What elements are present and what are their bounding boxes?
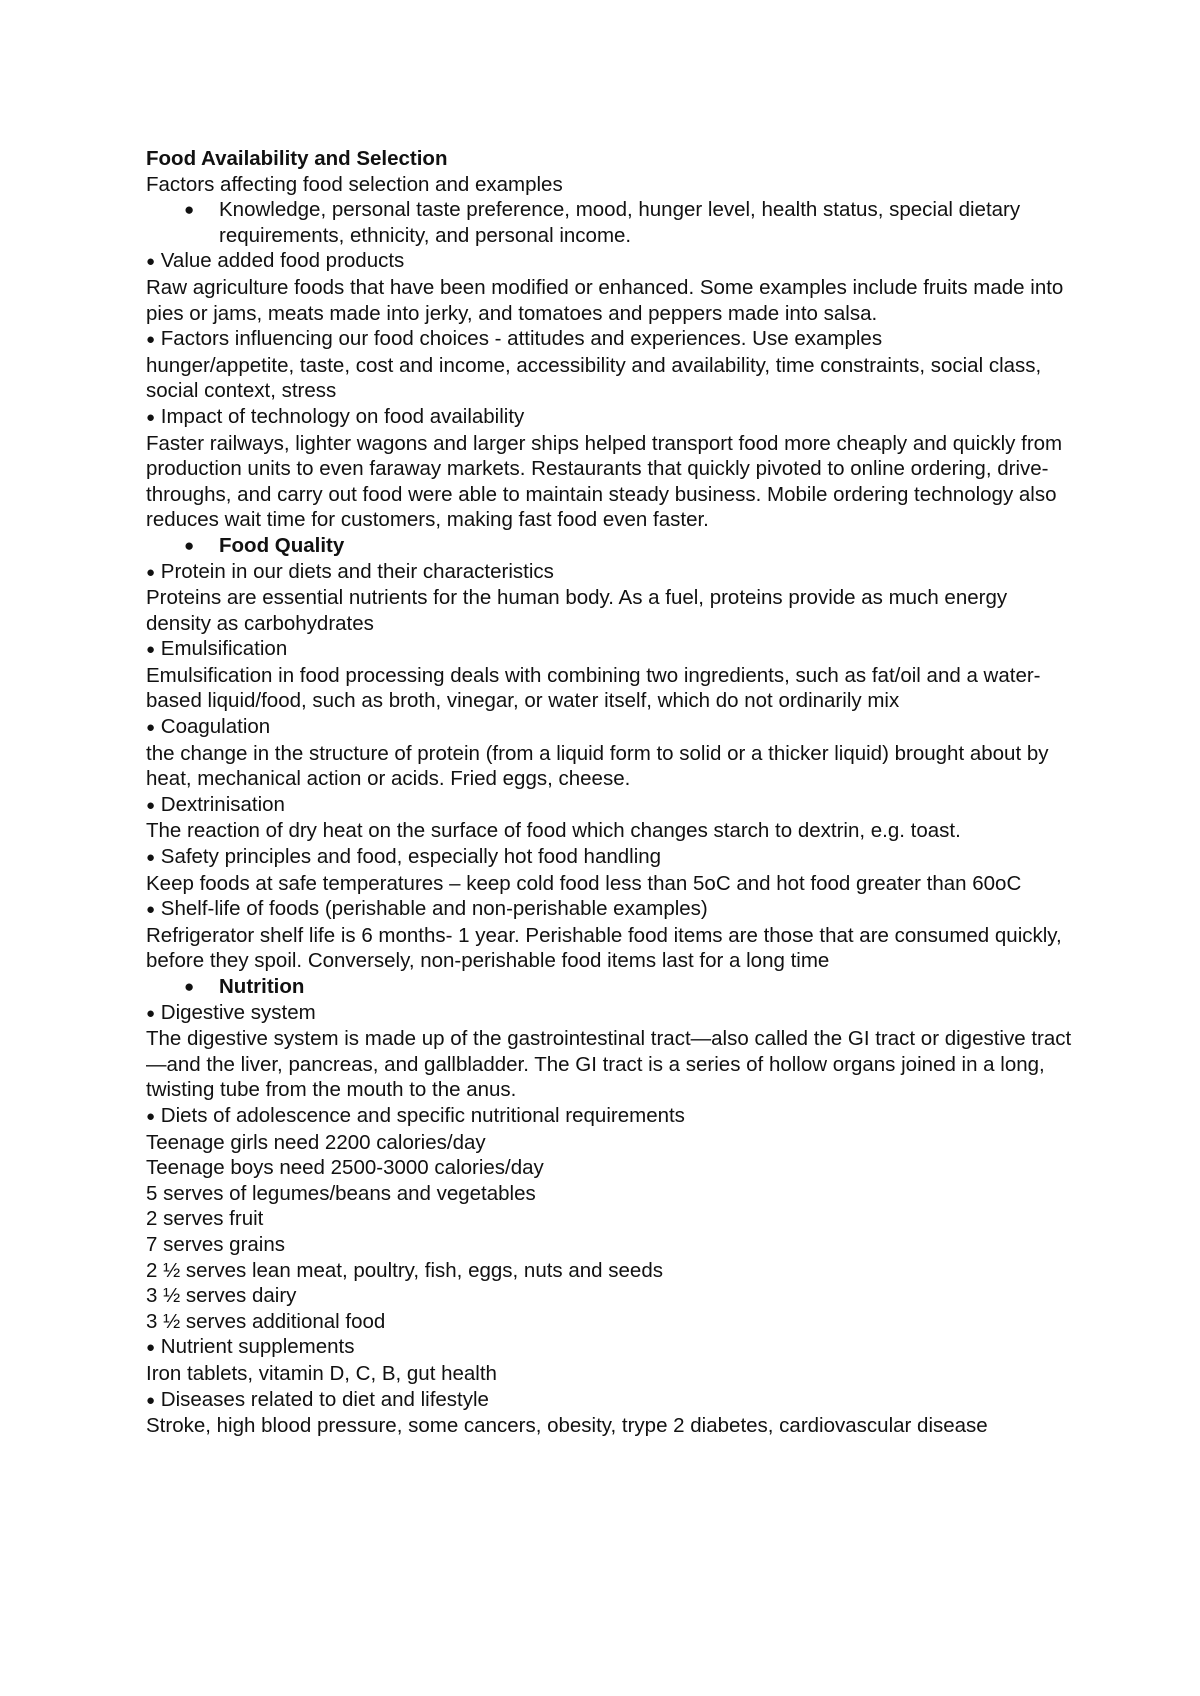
paragraph: Faster railways, lighter wagons and larger ships helped transport food more cheaply and quickly from production units to even faraway markets. Restaurants that quickly pivoted to online ordering, drive-throughs, and carry out food were able to maintain steady business. Mobile ordering technology also reduces wait time for customers, making fast food even faster.	[146, 431, 1063, 532]
bullet-icon: ●	[146, 1391, 156, 1409]
bullet-heading	[146, 792, 1076, 819]
bullet-icon: ●	[146, 563, 156, 581]
document-subtitle: Factors affecting food selection and examples	[146, 172, 563, 196]
list-item	[146, 197, 1076, 248]
paragraph: Stroke, high blood pressure, some cancers, obesity, trype 2 diabetes, cardiovascular disease	[146, 1414, 988, 1438]
list-item-text: Knowledge, personal taste preference, mood, hunger level, health status, special dietary requirements, ethnicity, and personal income.	[219, 198, 1021, 247]
paragraph: Emulsification in food processing deals with combining two ingredients, such as fat/oil and a water-based liquid/food, such as broth, vinegar, or water itself, which do not ordinarily mix	[146, 663, 1041, 713]
bullet-icon: ●	[146, 641, 156, 659]
bullet-icon: ●	[184, 200, 195, 220]
bullet-heading	[146, 326, 1076, 353]
bullet-heading-text: Dextrinisation	[160, 792, 285, 816]
bullet-icon: ●	[146, 331, 156, 349]
paragraph: 3 ½ serves dairy	[146, 1284, 297, 1308]
bullet-heading-text: Coagulation	[160, 715, 271, 739]
section-heading	[146, 533, 1076, 559]
bullet-heading-text: Shelf-life of foods (perishable and non-perishable examples)	[160, 897, 708, 921]
bullet-heading	[146, 1000, 1076, 1027]
paragraph: 7 serves grains	[146, 1232, 286, 1256]
bullet-icon: ●	[146, 253, 156, 271]
paragraph: The digestive system is made up of the gastrointestinal tract—also called the GI tract or digestive tract—and the liver, pancreas, and gallbladder. The GI tract is a series of hollow organs joined in a long, twisting tube from the mouth to the anus.	[146, 1027, 1072, 1102]
paragraph: Teenage boys need 2500-3000 calories/day	[146, 1156, 544, 1180]
bullet-heading-text: Nutrient supplements	[160, 1335, 355, 1359]
paragraph: the change in the structure of protein (from a liquid form to solid or a thicker liquid) brought about by heat, mechanical action or acids. Fried eggs, cheese.	[146, 741, 1049, 791]
bullet-heading-text: Digestive system	[160, 1000, 316, 1024]
bullet-heading-text: Diseases related to diet and lifestyle	[160, 1387, 489, 1411]
document-title: Food Availability and Selection	[146, 147, 448, 170]
section-heading	[146, 974, 1076, 1000]
bullet-icon: ●	[146, 1107, 156, 1125]
paragraph: Iron tablets, vitamin D, C, B, gut health	[146, 1361, 497, 1385]
bullet-icon: ●	[146, 796, 156, 814]
paragraph: 2 ½ serves lean meat, poultry, fish, eggs, nuts and seeds	[146, 1258, 663, 1282]
paragraph: Teenage girls need 2200 calories/day	[146, 1130, 486, 1154]
bullet-heading-text: Factors influencing our food choices - attitudes and experiences. Use examples	[160, 327, 883, 351]
paragraph: 2 serves fruit	[146, 1207, 264, 1231]
list-item-text: Nutrition	[219, 975, 305, 998]
bullet-icon: ●	[184, 977, 195, 996]
bullet-icon: ●	[146, 408, 156, 426]
bullet-heading	[146, 248, 1076, 275]
document-page	[146, 146, 1076, 1439]
bullet-icon: ●	[146, 719, 156, 737]
bullet-icon: ●	[146, 1339, 156, 1357]
bullet-heading-text: Diets of adolescence and specific nutritional requirements	[160, 1103, 685, 1127]
paragraph: Raw agriculture foods that have been modified or enhanced. Some examples include fruits made into pies or jams, meats made into jerky, and tomatoes and peppers made into salsa.	[146, 275, 1064, 325]
bullet-heading-text: Impact of technology on food availability	[160, 404, 525, 428]
bullet-heading	[146, 1387, 1076, 1414]
paragraph: Keep foods at safe temperatures – keep cold food less than 5oC and hot food greater than 60oC	[146, 871, 1022, 895]
bullet-icon: ●	[184, 535, 195, 555]
bullet-icon: ●	[146, 1004, 156, 1022]
paragraph: Refrigerator shelf life is 6 months- 1 year. Perishable food items are those that are consumed quickly, before they spoil. Conversely, non-perishable food items last for a long time	[146, 923, 1062, 973]
bullet-icon: ●	[146, 901, 156, 919]
bullet-heading-text: Value added food products	[160, 249, 405, 273]
bullet-heading-text: Protein in our diets and their characteristics	[160, 559, 554, 583]
paragraph: Proteins are essential nutrients for the human body. As a fuel, proteins provide as much energy density as carbohydrates	[146, 586, 1008, 635]
bullet-heading	[146, 844, 1076, 871]
bullet-heading-text: Safety principles and food, especially hot food handling	[160, 845, 662, 869]
bullet-heading	[146, 1334, 1076, 1361]
list-item-text: Food Quality	[219, 533, 345, 557]
bullet-heading	[146, 404, 1076, 431]
bullet-heading	[146, 896, 1076, 923]
bullet-icon: ●	[146, 849, 156, 867]
paragraph: hunger/appetite, taste, cost and income, accessibility and availability, time constraints, social class, social context, stress	[146, 353, 1042, 403]
bullet-heading	[146, 714, 1076, 741]
paragraph: The reaction of dry heat on the surface of food which changes starch to dextrin, e.g. toast.	[146, 819, 961, 843]
bullet-heading	[146, 559, 1076, 586]
paragraph: 5 serves of legumes/beans and vegetables	[146, 1181, 536, 1205]
bullet-heading-text: Emulsification	[160, 637, 288, 661]
document-body	[146, 197, 1076, 1439]
paragraph: 3 ½ serves additional food	[146, 1309, 386, 1333]
bullet-heading	[146, 636, 1076, 663]
bullet-heading	[146, 1103, 1076, 1130]
